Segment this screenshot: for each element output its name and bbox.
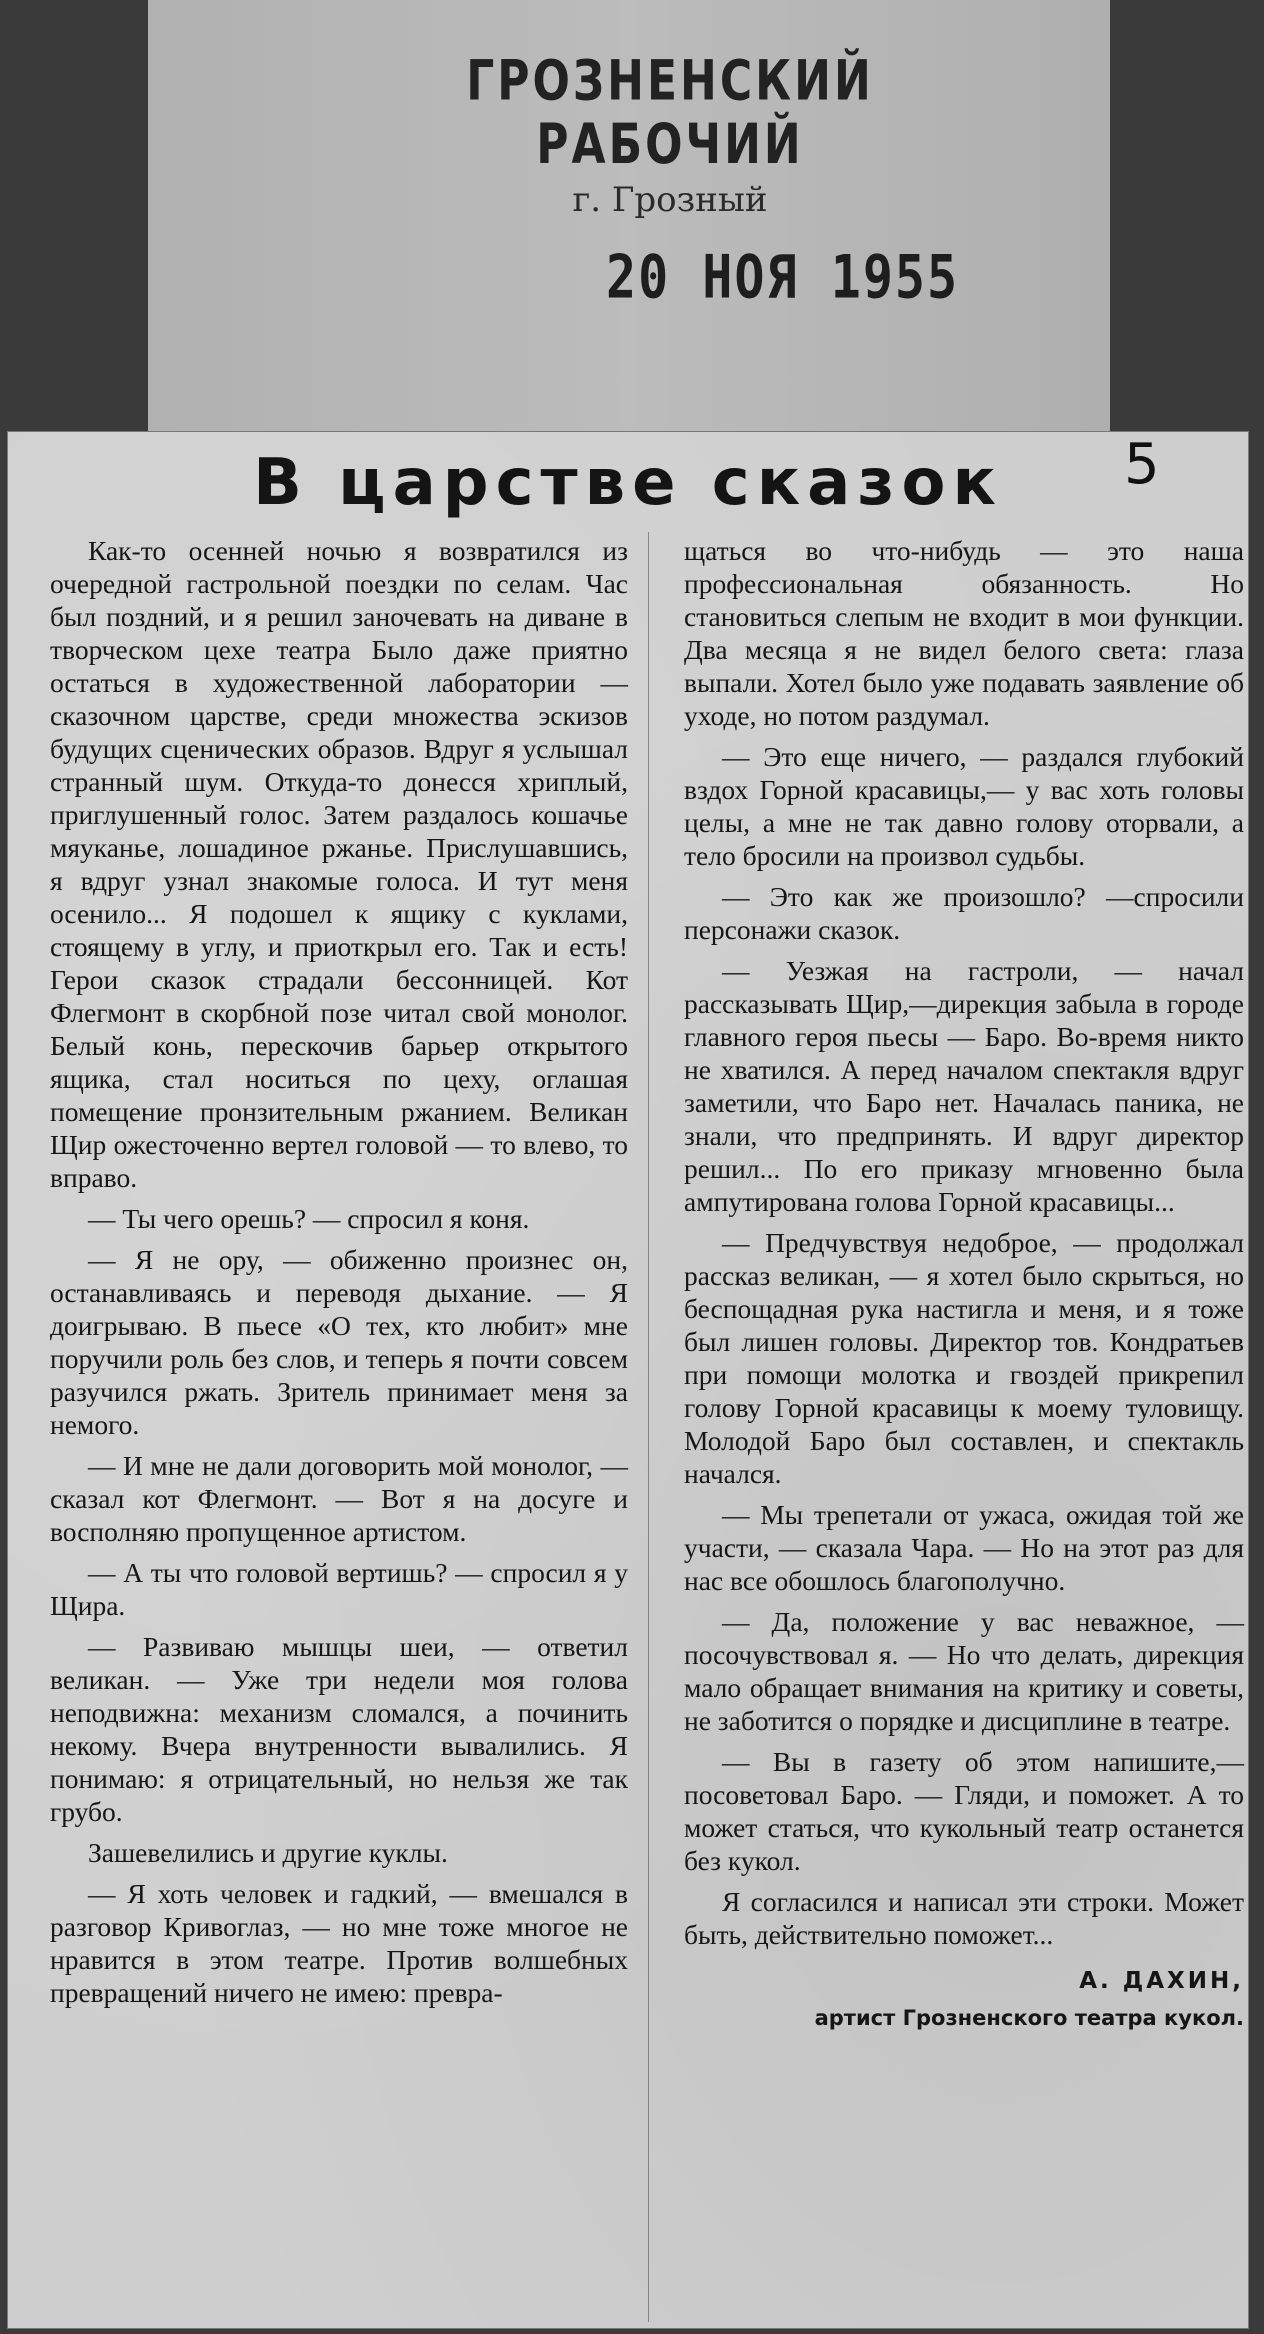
article-column-right (684, 534, 1244, 2035)
newspaper-name: ГРОЗНЕНСКИЙ РАБОЧИЙ (466, 49, 874, 177)
paragraph-continuation: щаться во что-нибудь — это наша профессиональная обязанность. Но становиться слепым не входит в мои функции. Два месяца я не видел белого света: глаза выпали. Хотел было уже подавать заявление об уходе, но потом раздумал. (684, 535, 1244, 731)
newspaper-clipping (8, 432, 1248, 2328)
paragraph: — Уезжая на гастроли, — начал рассказывать Щир,—дирекция забыла в городе главного героя пьесы — Баро. Во-время никто не хватился. А перед началом спектакля вдруг заметили, что Баро нет. Началась паника, не знали, что предпринять. И вдруг директор решил... По его приказу мгновенно была ампутирована голова Горной красавицы... (684, 955, 1244, 1217)
paragraph: — Это как же произошло? —спросили персонажи сказок. (684, 881, 1244, 945)
paragraph: — А ты что головой вертишь? — спросил я у Щира. (50, 1557, 628, 1621)
paragraph: Я согласился и написал эти строки. Может быть, действительно поможет... (684, 1886, 1244, 1950)
paragraph: — И мне не дали договорить мой монолог, — сказал кот Флегмонт. — Вот я на досуге и восполняю пропущенное артистом. (50, 1450, 628, 1547)
paragraph: Зашевелились и другие куклы. (88, 1837, 448, 1868)
stamp-sheet (148, 0, 1110, 450)
paragraph: — Вы в газету об этом напишите,— посоветовал Баро. — Гляди, и поможет. А то может статься, что кукольный театр останется без кукол. (684, 1746, 1244, 1876)
column-divider (648, 532, 649, 2322)
date-stamp: 20 НОЯ 1955 (606, 242, 960, 312)
author-name: А. ДАХИН, (1079, 1968, 1244, 1994)
paragraph: — Предчувствуя недоброе, — продолжал рассказ великан, — я хотел было скрыться, но беспощадная рука настигла и меня, и я тоже был лишен головы. Директор тов. Кондратьев при помощи молотка и гвоздей прикрепил голову Горной красавицы к моему туловищу. Молодой Баро был составлен, и спектакль начался. (684, 1227, 1244, 1489)
paragraph: — Развиваю мышцы шеи, — ответил великан. — Уже три недели моя голова неподвижна: механизм сломался, а починить некому. Вчера внутренности вывалились. Я понимаю: я отрицательный, но нельзя же так грубо. (50, 1631, 628, 1827)
paragraph: — Да, положение у вас неважное, — посочувствовал я. — Но что делать, дирекция мало обращает внимания на критику и советы, не заботится о порядке и дисциплине в театре. (684, 1606, 1244, 1736)
author-role: артист Грозненского театра кукол. (814, 2006, 1244, 2030)
article-signature (684, 1965, 1244, 2035)
paragraph: — Я хоть человек и гадкий, — вмешался в разговор Кривоглаз, — но мне тоже многое не нравится в этом театре. Против волшебных превращений ничего не имею: превра- (50, 1878, 628, 2008)
paragraph: — Это еще ничего, — раздался глубокий вздох Горной красавицы,— у вас хоть головы целы, а мне не так давно голову оторвали, а тело бросили на произвол судьбы. (684, 741, 1244, 871)
handwritten-page-number: 5 (1124, 432, 1160, 497)
paragraph: — Ты чего орешь? — спросил я коня. (88, 1203, 530, 1234)
paragraph: — Мы трепетали от ужаса, ожидая той же участи, — сказала Чара. — Но на этот раз для нас все обошлось благополучно. (684, 1499, 1244, 1596)
newspaper-stamp (410, 49, 930, 220)
paragraph: — Я не ору, — обиженно произнес он, останавливаясь и переводя дыхание. — Я доигрываю. В пьесе «О тех, кто любит» мне поручили роль без слов, и теперь я почти совсем разучился ржать. Зритель принимает меня за немого. (50, 1244, 628, 1440)
article-column-left (50, 534, 628, 2017)
paragraph: Как-то осенней ночью я возвратился из очередной гастрольной поездки по селам. Час был поздний, и я решил заночевать на диване в творческом цехе театра Было даже приятно остаться в художественной лаборатории — сказочном царстве, среди множества эскизов будущих сценических образов. Вдруг я услышал странный шум. Откуда-то донесся хриплый, приглушенный голос. Затем раздалось кошачье мяуканье, лошадиное ржанье. Прислушавшись, я вдруг узнал знакомые голоса. И тут меня осенило... Я подошел к ящику с куклами, стоящему в углу, и приоткрыл его. Так и есть! Герои сказок страдали бессонницей. Кот Флегмонт в скорбной позе читал свой монолог. Белый конь, перескочив барьер открытого ящика, стал носиться по цеху, оглашая помещение пронзительным ржанием. Великан Щир ожесточенно вертел головой — то влево, то вправо. (50, 535, 628, 1193)
article-title: В царстве сказок (253, 446, 1003, 520)
newspaper-city: г. Грозный (572, 180, 768, 220)
